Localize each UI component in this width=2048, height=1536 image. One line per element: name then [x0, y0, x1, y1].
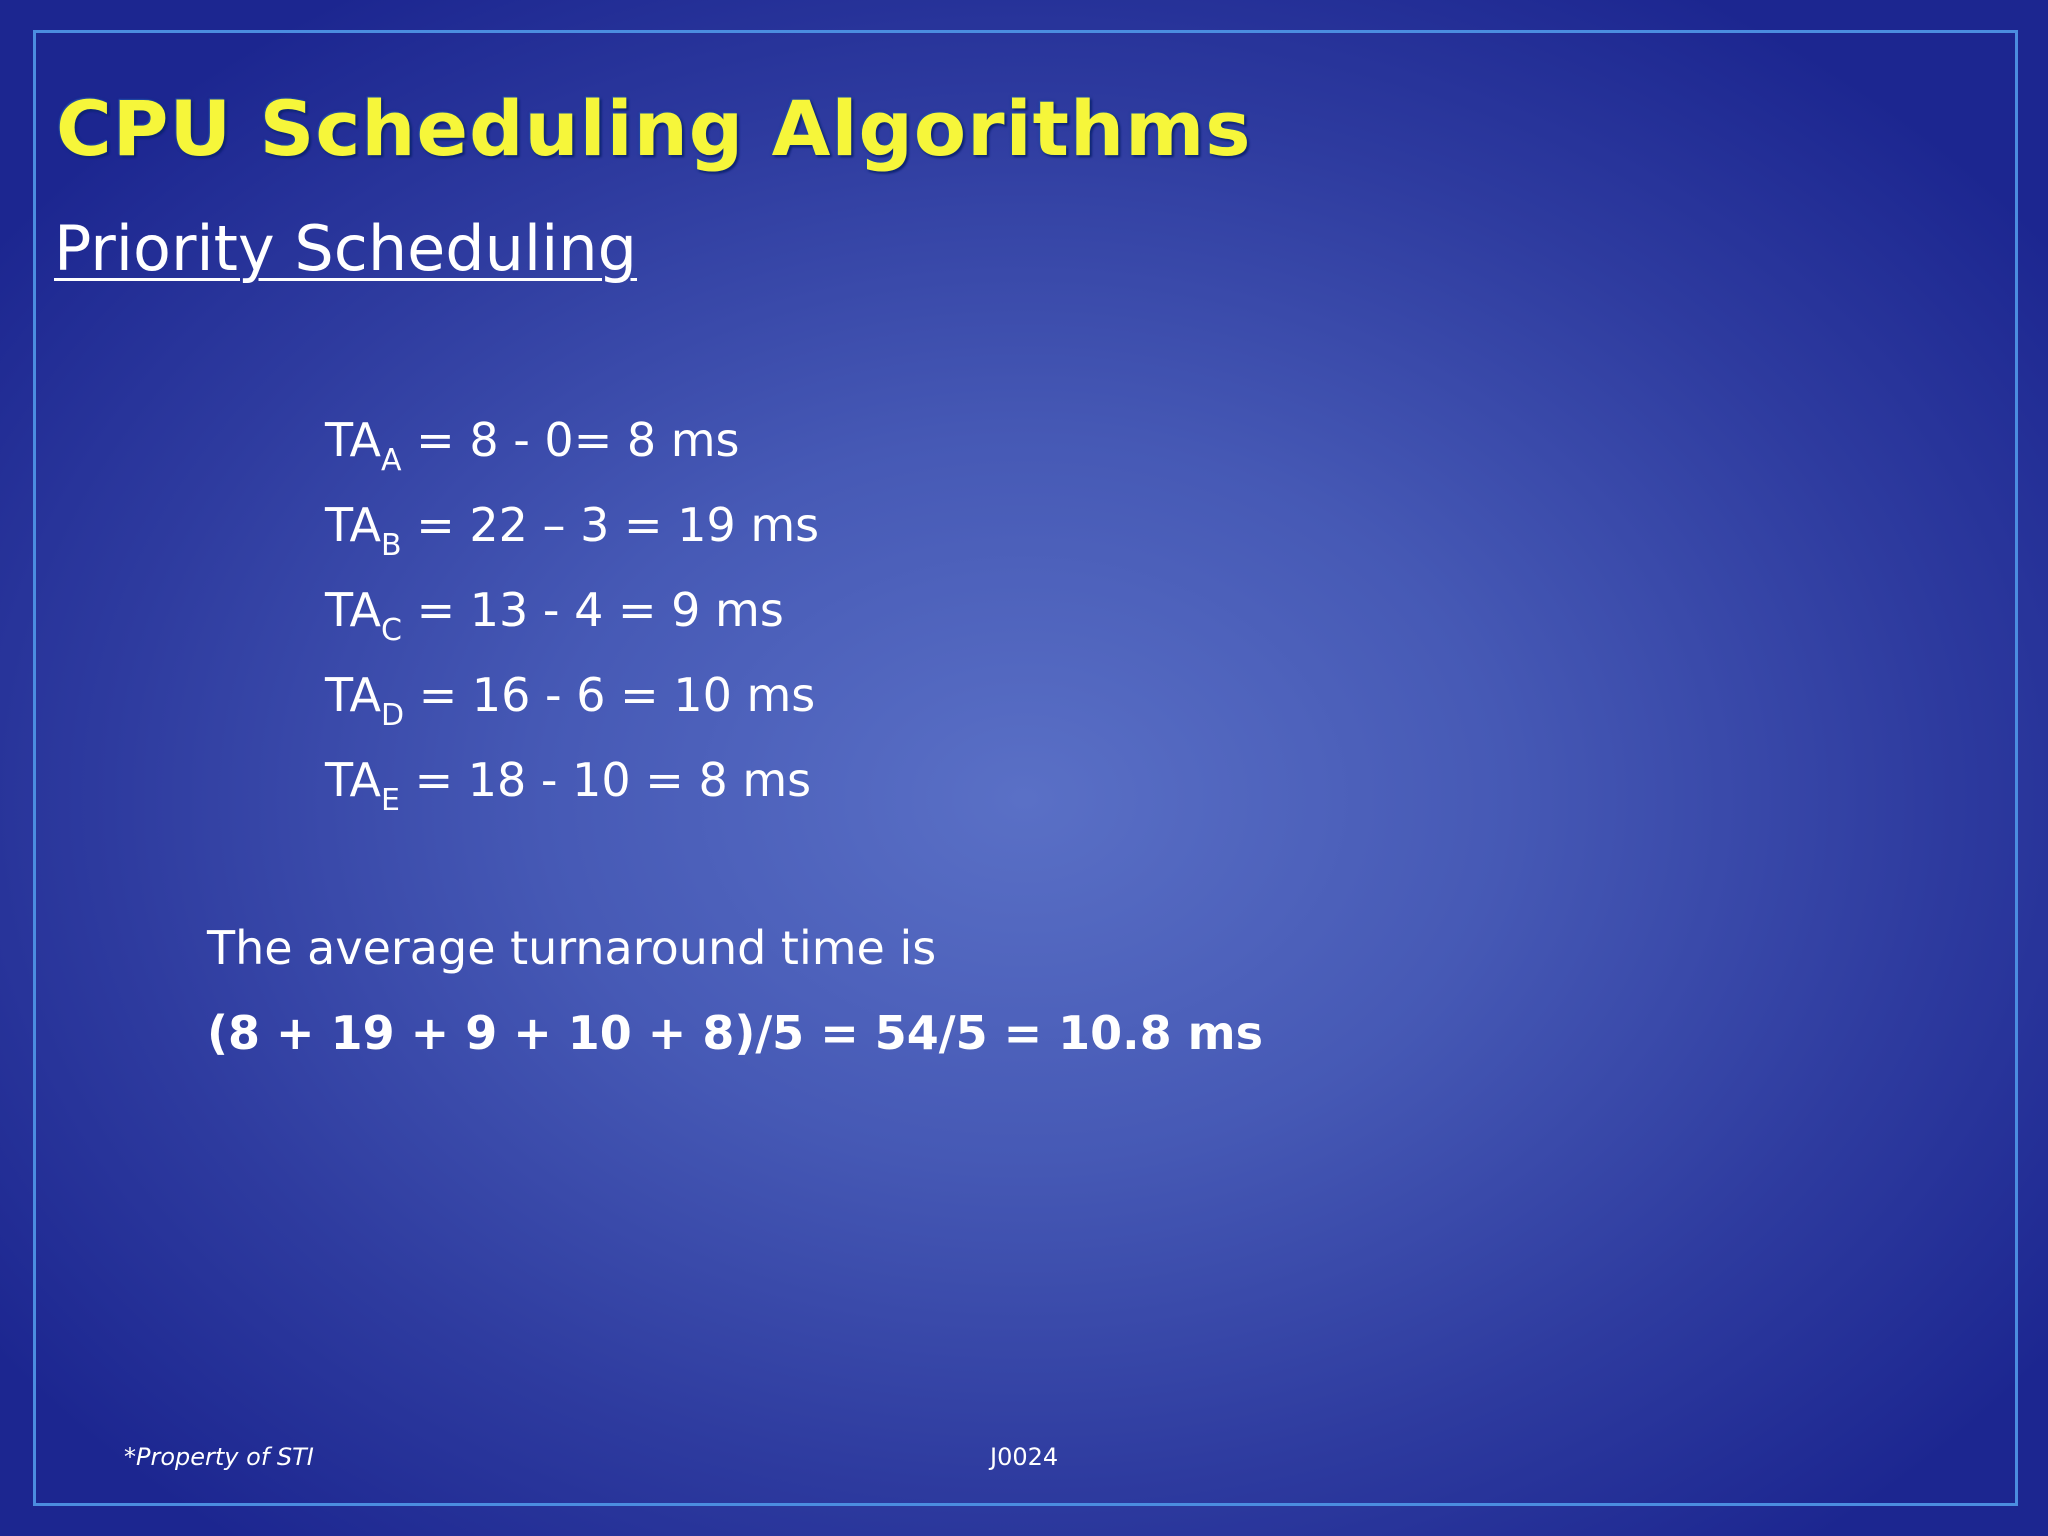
equation-subscript: E: [381, 783, 400, 818]
equation-subscript: D: [381, 698, 405, 733]
equation-subscript: C: [381, 613, 402, 648]
equation-body: = 16 - 6 = 10 ms: [404, 668, 816, 722]
turnaround-equation-b: [325, 489, 819, 574]
slide-subtitle: Priority Scheduling: [54, 212, 638, 285]
footer-slide-code: J0024: [990, 1443, 1059, 1471]
turnaround-equation-c: [325, 574, 819, 659]
equation-prefix: TA: [325, 753, 381, 807]
average-turnaround-summary: [207, 912, 1263, 1082]
equation-prefix: TA: [325, 583, 381, 637]
footer-property-note: *Property of STI: [124, 1443, 314, 1471]
turnaround-equation-list: [325, 404, 819, 829]
equation-prefix: TA: [325, 498, 381, 552]
equation-subscript: B: [381, 528, 402, 563]
equation-body: = 18 - 10 = 8 ms: [399, 753, 812, 807]
average-formula: (8 + 19 + 9 + 10 + 8)/5 = 54/5 = 10.8 ms: [207, 1006, 1263, 1060]
equation-body: = 22 – 3 = 19 ms: [401, 498, 820, 552]
equation-subscript: A: [381, 443, 402, 478]
average-label: The average turnaround time is: [207, 921, 937, 975]
turnaround-equation-a: [325, 404, 819, 489]
equation-prefix: TA: [325, 413, 381, 467]
equation-prefix: TA: [325, 668, 381, 722]
turnaround-equation-e: [325, 744, 819, 829]
equation-body: = 8 - 0= 8 ms: [401, 413, 740, 467]
equation-body: = 13 - 4 = 9 ms: [401, 583, 784, 637]
slide-title: CPU Scheduling Algorithms: [56, 84, 1252, 173]
turnaround-equation-d: [325, 659, 819, 744]
